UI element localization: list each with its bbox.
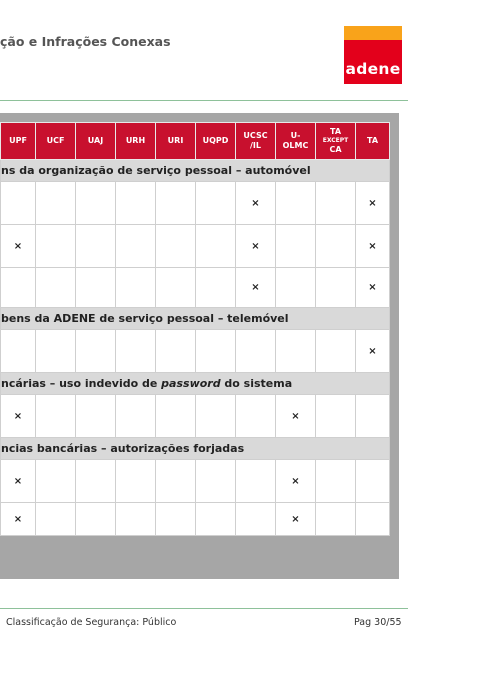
security-classification: Classificação de Segurança: Público [6, 617, 177, 628]
table-cell: × [1, 225, 36, 268]
section-label: bens da ADENE de serviço pessoal – telemóvel [1, 308, 390, 330]
table-cell [76, 330, 116, 373]
table-cell [196, 225, 236, 268]
col-header: TA [356, 123, 390, 160]
table-cell: × [1, 503, 36, 536]
col-header: UCSC /IL [236, 123, 276, 160]
table-cell [316, 460, 356, 503]
table-cell [316, 182, 356, 225]
table-cell [236, 395, 276, 438]
table-cell [156, 503, 196, 536]
col-header: TA EXCEPT CA [316, 123, 356, 160]
table-cell [196, 330, 236, 373]
table-cell: × [356, 330, 390, 373]
table-cell [196, 460, 236, 503]
section-label: ncias bancárias – autorizações forjadas [1, 438, 390, 460]
page-number: Pag 30/55 [354, 617, 402, 628]
table-cell: × [356, 225, 390, 268]
table-cell [236, 460, 276, 503]
col-header: UPF [1, 123, 36, 160]
table-cell [316, 268, 356, 308]
table-cell [156, 395, 196, 438]
table-cell [236, 330, 276, 373]
table-cell [76, 268, 116, 308]
section-label-part: ncárias – uso indevido de [1, 377, 162, 390]
table-cell [116, 460, 156, 503]
table-cell [36, 268, 76, 308]
table-panel [0, 113, 399, 579]
table-row [1, 395, 390, 438]
table-cell [356, 460, 390, 503]
table-cell [36, 182, 76, 225]
table-cell [116, 182, 156, 225]
table-cell: × [356, 182, 390, 225]
table-cell [1, 182, 36, 225]
adene-logo [344, 26, 402, 84]
col-header: U- OLMC [276, 123, 316, 160]
table-cell [196, 395, 236, 438]
section-row [1, 373, 390, 395]
table-cell: × [276, 460, 316, 503]
table-cell [196, 503, 236, 536]
footer-divider [0, 608, 408, 609]
table-cell [276, 225, 316, 268]
table-row [1, 268, 390, 308]
responsibility-matrix [0, 122, 390, 536]
table-cell [276, 330, 316, 373]
col-header: UQPD [196, 123, 236, 160]
table-cell [1, 268, 36, 308]
table-row [1, 460, 390, 503]
section-row [1, 308, 390, 330]
table-cell [116, 225, 156, 268]
table-cell [316, 395, 356, 438]
col-header: URI [156, 123, 196, 160]
table-cell [36, 460, 76, 503]
table-cell [156, 330, 196, 373]
table-cell [116, 268, 156, 308]
section-label-part: do sistema [220, 377, 293, 390]
col-header: URH [116, 123, 156, 160]
table-cell [196, 182, 236, 225]
logo-wordmark: adene [345, 60, 401, 78]
table-cell: × [1, 460, 36, 503]
section-label: ns da organização de serviço pessoal – automóvel [1, 160, 390, 182]
header-divider [0, 100, 408, 101]
table-cell [156, 268, 196, 308]
table-cell [196, 268, 236, 308]
table-cell [76, 460, 116, 503]
table-cell: × [276, 395, 316, 438]
table-cell [36, 395, 76, 438]
section-label-emphasis: password [161, 377, 221, 390]
table-cell [36, 330, 76, 373]
section-label [1, 373, 390, 395]
table-cell [316, 503, 356, 536]
table-row [1, 182, 390, 225]
table-cell [76, 395, 116, 438]
table-cell [116, 503, 156, 536]
table-row [1, 503, 390, 536]
table-cell [316, 330, 356, 373]
table-cell [276, 268, 316, 308]
table-cell [316, 225, 356, 268]
table-cell: × [236, 182, 276, 225]
table-cell [356, 503, 390, 536]
table-row [1, 330, 390, 373]
table-cell: × [236, 268, 276, 308]
table-cell [156, 460, 196, 503]
table-cell [156, 225, 196, 268]
table-cell: × [276, 503, 316, 536]
col-header: UCF [36, 123, 76, 160]
logo-orange-band [344, 26, 402, 40]
table-cell [276, 182, 316, 225]
table-cell: × [236, 225, 276, 268]
table-cell [36, 225, 76, 268]
table-cell [116, 330, 156, 373]
table-cell [116, 395, 156, 438]
section-row [1, 160, 390, 182]
table-cell [76, 225, 116, 268]
table-cell [156, 182, 196, 225]
table-cell [36, 503, 76, 536]
table-cell [76, 182, 116, 225]
table-cell [356, 395, 390, 438]
col-header: UAJ [76, 123, 116, 160]
table-header-row [1, 123, 390, 160]
table-cell [76, 503, 116, 536]
table-row [1, 225, 390, 268]
document-title: ção e Infrações Conexas [0, 34, 171, 49]
table-cell [1, 330, 36, 373]
section-row [1, 438, 390, 460]
table-cell: × [1, 395, 36, 438]
table-cell [236, 503, 276, 536]
table-cell: × [356, 268, 390, 308]
